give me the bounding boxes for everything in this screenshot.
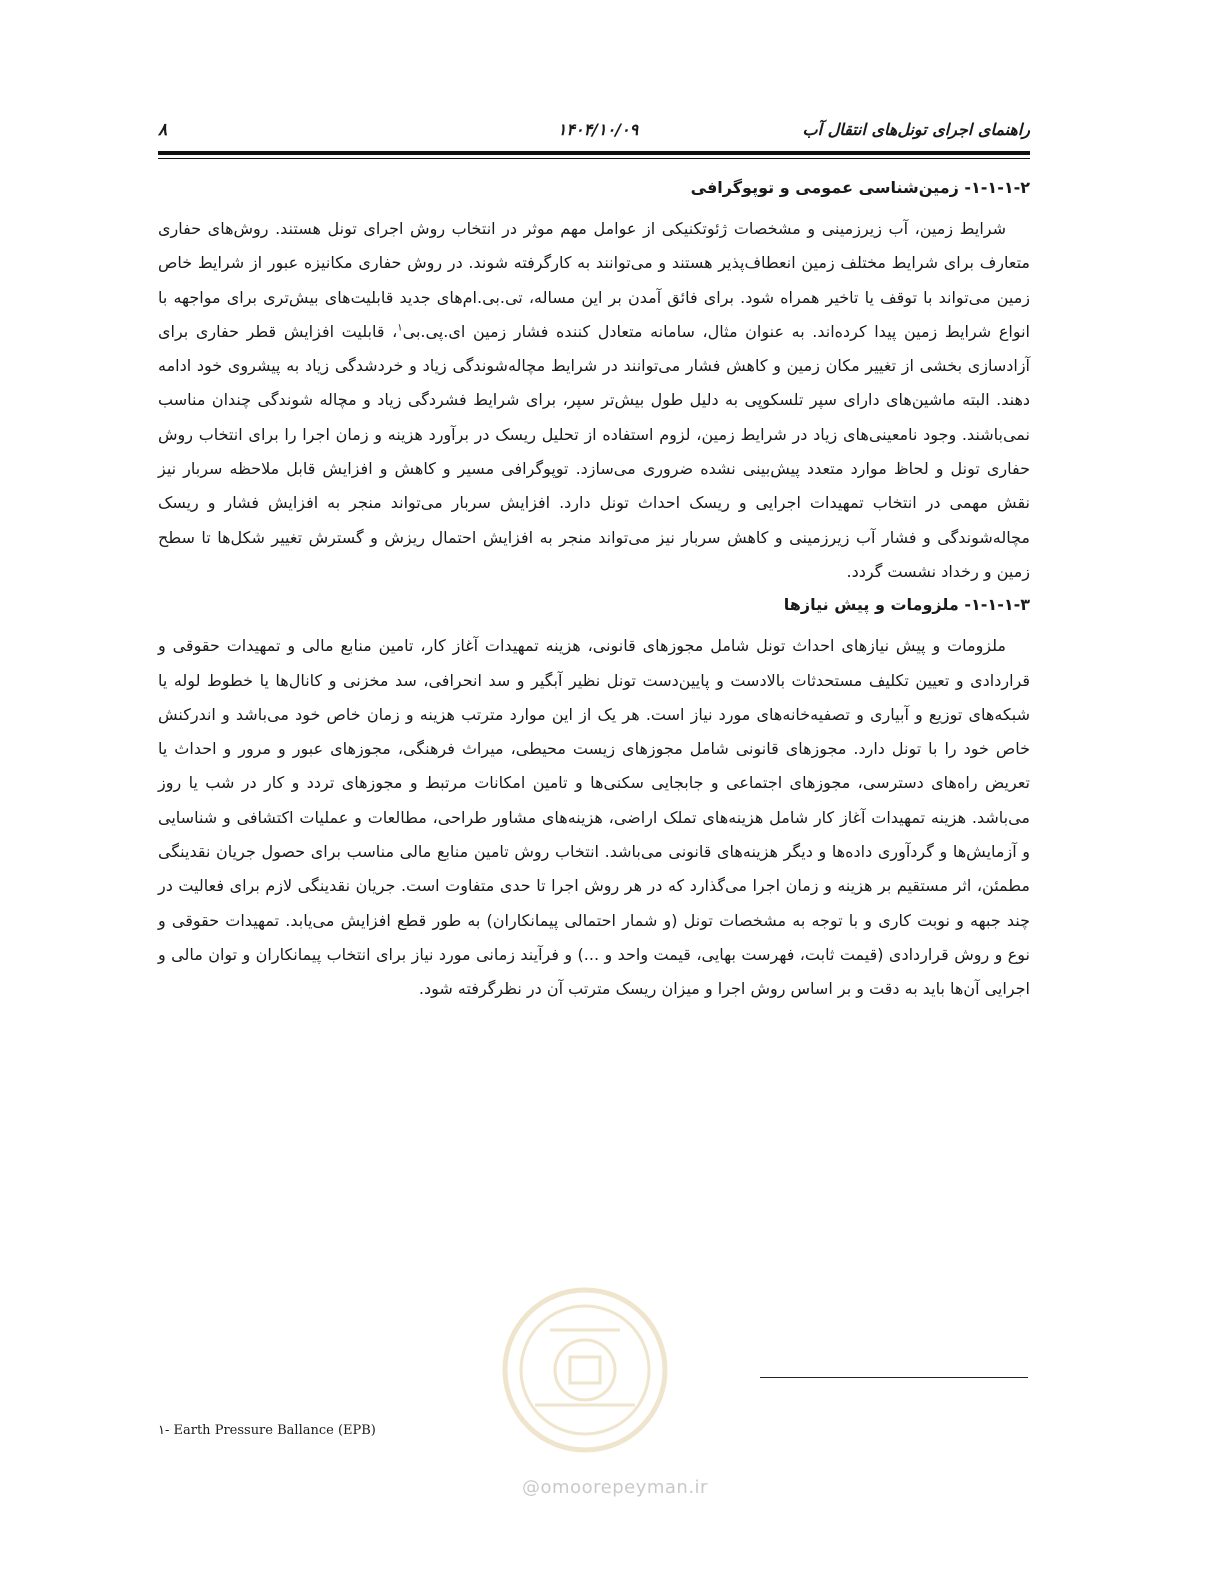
paragraph-geology-part2: ، قابلیت افزایش قطر حفاری برای آزادسازی بخشی از تغییر مکان زمین و کاهش فشار می‌توانند در شرایط مچاله‌شوندگی زیاد و خردشدگی زیاد به پیشروی خود ادامه دهند. البته ماشین‌های دارای سپر تلسکوپی به دلیل طول بیش‌تر سپر، برای شرایط فشردگی زیاد و مچاله شوندگی چندان مناسب نمی‌باشند. وجود نامعینی‌های زیاد در شرایط زمین، لزوم استفاده از تحلیل ریسک در برآورد هزینه و زمان اجرا را برای انتخاب روش حفاری تونل و لحاظ موارد متعدد پیش‌بینی نشده ضروری می‌سازد. توپوگرافی مسیر و کاهش و افزایش قابل ملاحظه سربار نیز نقش مهمی در انتخاب تمهیدات اجرایی و ریسک احداث تونل دارد. افزایش سربار می‌تواند منجر به افزایش فشار و ریسک مچاله‌شوندگی و فشار آب زیرزمینی و کاهش سربار نیز می‌تواند منجر به افزایش احتمال ریزش و گسترش تغییر شکل‌ها تا سطح زمین و رخداد نشست گردد. (158, 321, 1030, 581)
watermark-text: @omoorepeyman.ir (522, 1477, 708, 1498)
page-header (158, 120, 1030, 142)
page-number: ۸ (158, 120, 168, 140)
section-heading-geology: ۱-۱-۱-۲- زمین‌شناسی عمومی و توپوگرافی (690, 178, 1030, 197)
header-date: ۱۴۰۴/۱۰/۰۹ (557, 120, 639, 139)
header-title: راهنمای اجرای تونل‌های انتقال آب (802, 120, 1030, 139)
header-rule-thick (158, 151, 1030, 155)
paragraph-prerequisites: ملزومات و پیش نیازهای احداث تونل شامل مجوزهای قانونی، هزینه تمهیدات آغاز کار، تامین منابع مالی و تمهیدات حقوقی و قراردادی و تعیین تکلیف مستحدثات بالادست و پایین‌دست تونل نظیر آبگیر و سد انحرافی، سد مخزنی و کانال‌ها یا خطوط لوله یا شبکه‌های توزیع و آبیاری و تصفیه‌خانه‌های مورد نیاز است. هر یک از این موارد مترتب هزینه و زمان خاص خود می‌باشد و اندرکنش خاص خود را با تونل دارد. مجوزهای قانونی شامل مجوزهای زیست محیطی، میراث فرهنگی، مجوزهای عبور و مرور و احداث یا تعریض راه‌های دسترسی، مجوزهای اجتماعی و جابجایی سکنی‌ها و تامین امکانات مرتبط و مجوزهای تردد و کار در شب یا روز می‌باشد. هزینه تمهیدات آغاز کار شامل هزینه‌های تملک اراضی، هزینه‌های مشاور طراحی، مطالعات و عملیات اکتشافی و شناسایی و آزمایش‌ها و گردآوری داده‌ها و دیگر هزینه‌های قانونی می‌باشد. انتخاب روش تامین منابع مالی مناسب برای حصول جریان نقدینگی مطمئن، اثر مستقیم بر هزینه و زمان اجرا می‌گذارد که در هر روش اجرا تا حدی متفاوت است. جریان نقدینگی لازم برای فعالیت در چند جبهه و نوبت کاری و با توجه به مشخصات تونل (و شمار احتمالی پیمانکاران) به طور قطع افزایش می‌یابد. تمهیدات حقوقی و نوع و روش قراردادی (قیمت ثابت، فهرست بهایی، قیمت واحد و ...) و فرآیند زمانی مورد نیاز برای انتخاب پیمانکاران و توان مالی و اجرایی آن‌ها باید به دقت و بر اساس روش اجرا و میزان ریسک مترتب آن در نظرگرفته شود. (158, 636, 1030, 999)
page-content (158, 172, 1030, 1007)
footnote: ۱- Earth Pressure Ballance (EPB) (158, 1423, 376, 1438)
section-heading-prerequisites: ۱-۱-۱-۳- ملزومات و پیش نیازها (783, 595, 1030, 615)
paragraph-geology (158, 212, 1030, 589)
paragraph-geology-part1: شرایط زمین، آب زیرزمینی و مشخصات ژئوتکنیکی از عوامل مهم موثر در انتخاب روش اجرای تونل هستند. روش‌های حفاری متعارف برای شرایط مختلف زمین انعطاف‌پذیر هستند و می‌توانند به کارگرفته شوند. در روش حفاری مکانیزه عبور از شرایط خاص زمین می‌تواند با توقف یا تاخیر همراه شود. برای فائق آمدن بر این مساله، تی.بی.ام‌های جدید قابلیت‌های بیش‌تری برای مواجهه با انواع شرایط زمین پیدا کرده‌اند. به عنوان مثال، سامانه متعادل کننده فشار زمین ای.پی.بی (158, 219, 1030, 341)
header-rule-thin (158, 158, 1030, 159)
footnote-divider (760, 1377, 1028, 1378)
stamp-watermark-icon (500, 1285, 670, 1455)
footnote-marker[interactable]: ۱ (397, 322, 403, 334)
